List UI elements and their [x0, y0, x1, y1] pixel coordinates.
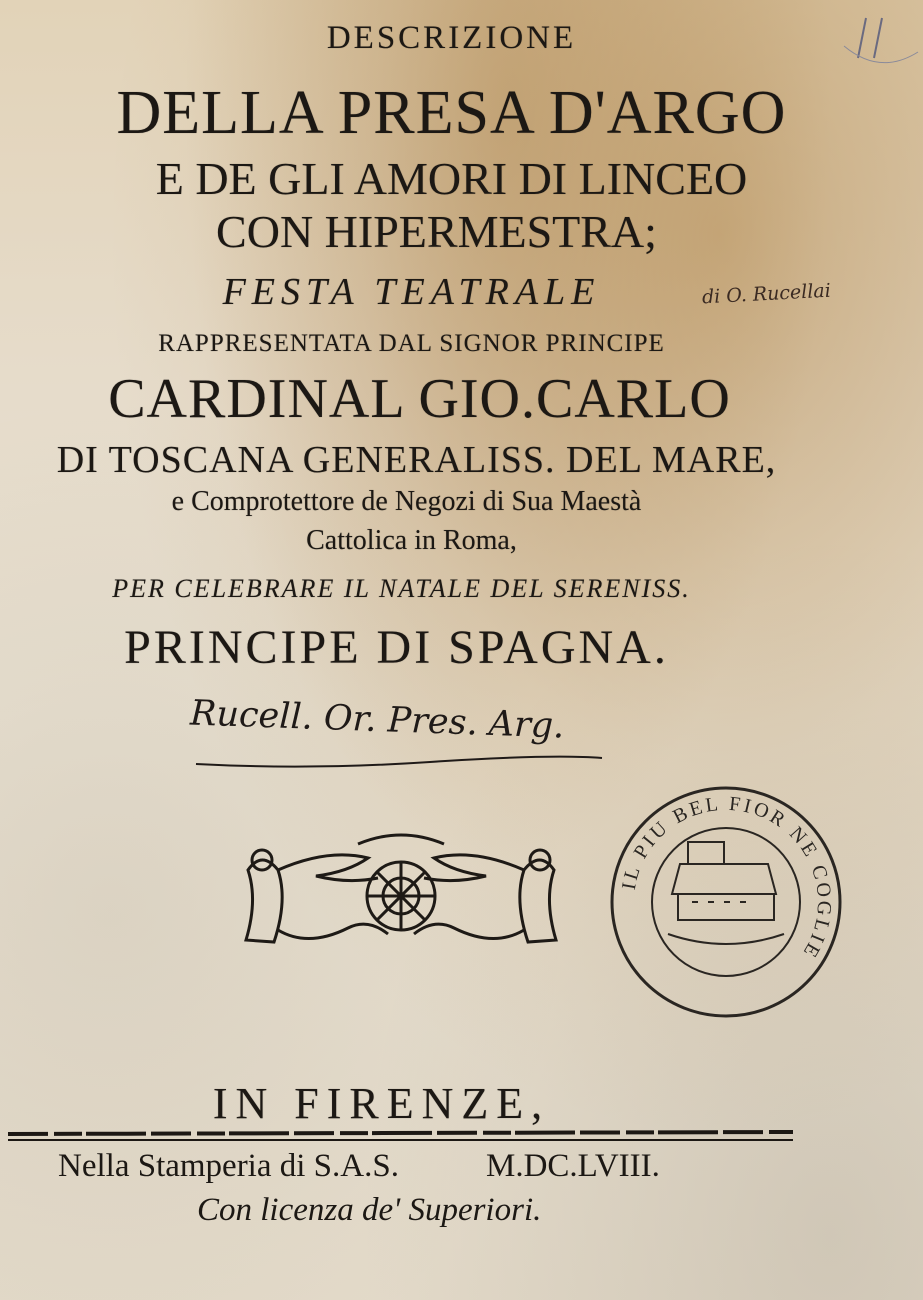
imprint-year: M.DC.LVIII. [486, 1148, 660, 1184]
title-line-presa-argo: DELLA PRESA D'ARGO [116, 79, 787, 147]
title-line-celebrare: PER CELEBRARE IL NATALE DEL SERENISS. [112, 574, 691, 603]
title-line-principe-spagna: PRINCIPE DI SPAGNA. [124, 621, 669, 674]
printer-ornament [238, 830, 564, 952]
library-stamp [608, 784, 844, 1020]
title-line-cardinal: CARDINAL GIO.CARLO [108, 368, 731, 430]
title-line-toscana: DI TOSCANA GENERALISS. DEL MARE, [56, 439, 777, 481]
handwritten-owner-note: di O. Rucellai [701, 279, 832, 309]
title-line-cattolica: Cattolica in Roma, [306, 525, 517, 556]
title-line-comprotettore: e Comprotettore de Negozi di Sua Maestà [171, 486, 642, 517]
imprint-city: IN FIRENZE, [212, 1079, 551, 1128]
title-line-hipermestra: CON HIPERMESTRA; [216, 206, 657, 257]
imprint-license: Con licenza de' Superiori. [197, 1192, 542, 1228]
title-line-rappresentata: RAPPRESENTATA DAL SIGNOR PRINCIPE [158, 330, 665, 357]
stamp-motto: IL PIU BEL FIOR NE COGLIE [617, 792, 836, 964]
title-line-descrizione: DESCRIZIONE [326, 20, 577, 56]
handwriting-underline [190, 744, 610, 774]
imprint-printer: Nella Stamperia di S.A.S. [58, 1148, 399, 1184]
subtitle-festa-teatrale: FESTA TEATRALE [222, 271, 601, 313]
title-line-amori-linceo: E DE GLI AMORI DI LINCEO [155, 153, 748, 204]
handwritten-shelf-note: Rucell. Or. Pres. Arg. [189, 693, 566, 747]
